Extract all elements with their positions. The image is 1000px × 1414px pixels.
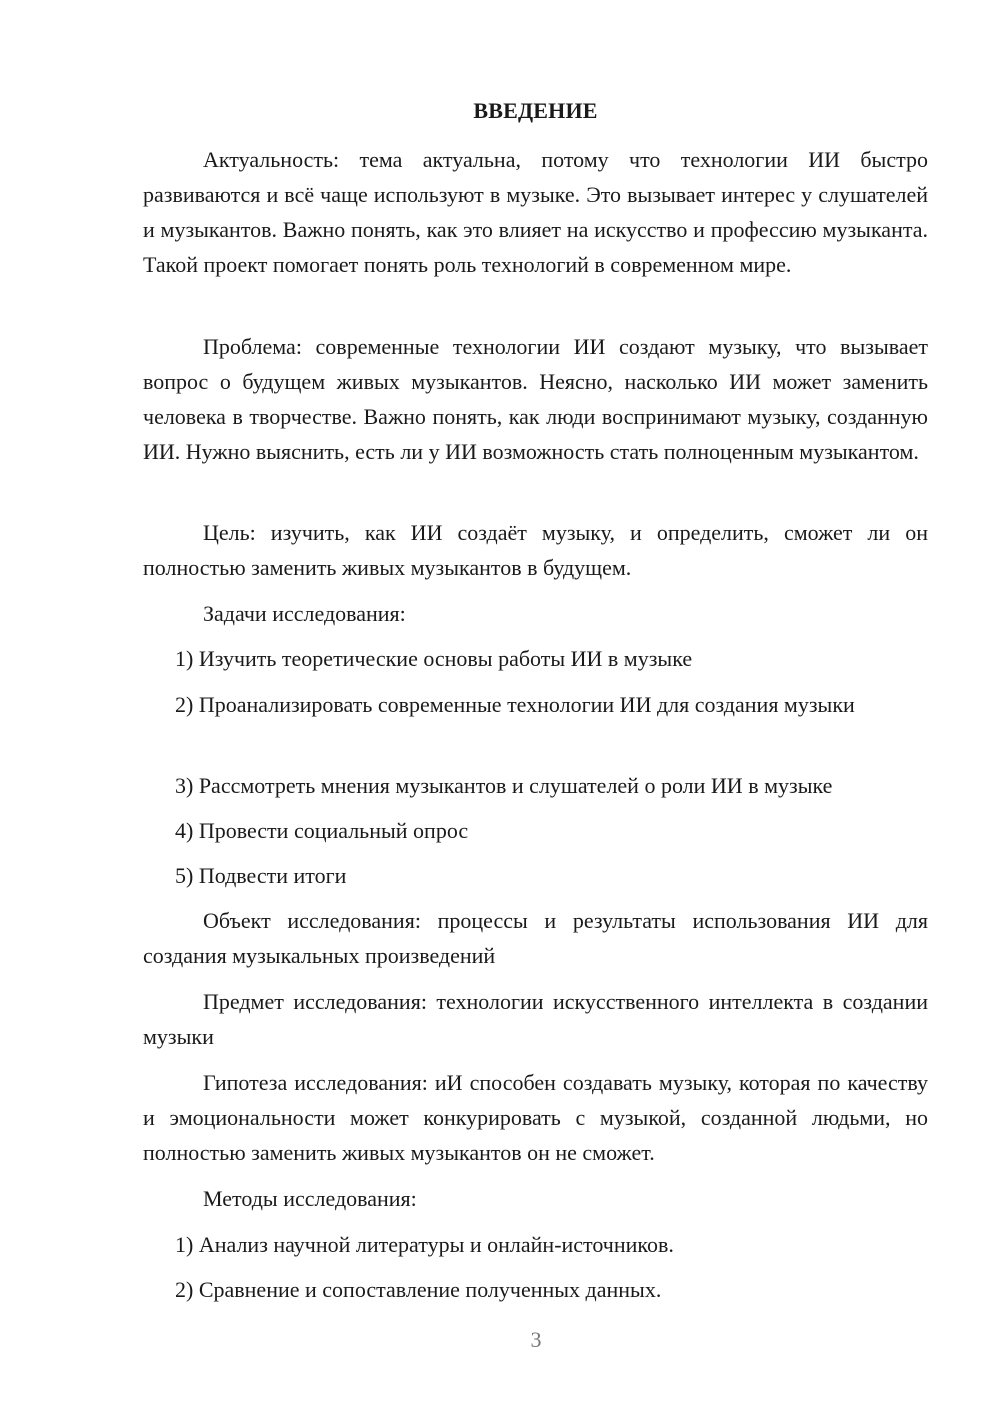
tasks-heading: Задачи исследования: bbox=[203, 601, 406, 626]
object-paragraph: Объект исследования: процессы и результаты использования ИИ для создания музыкальных произведений bbox=[143, 908, 928, 968]
page-title: ВВЕДЕНИЕ bbox=[473, 98, 598, 123]
subject-paragraph: Предмет исследования: технологии искусственного интеллекта в создании музыки bbox=[143, 989, 928, 1049]
methods-heading: Методы исследования: bbox=[203, 1186, 417, 1211]
method-item-1: 1) Анализ научной литературы и онлайн-источников. bbox=[175, 1232, 674, 1257]
task-item-4: 4) Провести социальный опрос bbox=[175, 818, 469, 843]
goal-paragraph: Цель: изучить, как ИИ создаёт музыку, и определить, сможет ли он полностью заменить живых музыкантов в будущем. bbox=[143, 520, 928, 580]
task-item-2: 2) Проанализировать современные технологии ИИ для создания музыки bbox=[175, 692, 855, 717]
task-item-3: 3) Рассмотреть мнения музыкантов и слушателей о роли ИИ в музыке bbox=[175, 773, 833, 798]
problem-paragraph: Проблема: современные технологии ИИ создают музыку, что вызывает вопрос о будущем живых музыкантов. Неясно, насколько ИИ может заменить человека в творчестве. Важно понять, как люди воспринимают музыку, созданную ИИ. Нужно выяснить, есть ли у ИИ возможность стать полноценным музыкантом. bbox=[143, 334, 928, 464]
task-item-1: 1) Изучить теоретические основы работы ИИ в музыке bbox=[175, 646, 693, 671]
page-number: 3 bbox=[530, 1327, 542, 1352]
method-item-2: 2) Сравнение и сопоставление полученных данных. bbox=[175, 1277, 662, 1302]
hypothesis-paragraph: Гипотеза исследования: иИ способен создавать музыку, которая по качеству и эмоциональности может конкурировать с музыкой, созданной людьми, но полностью заменить живых музыкантов он не сможет. bbox=[143, 1070, 928, 1165]
relevance-paragraph: Актуальность: тема актуальна, потому что технологии ИИ быстро развиваются и всё чаще используют в музыке. Это вызывает интерес у слушателей и музыкантов. Важно понять, как это влияет на искусство и профессию музыканта. Такой проект помогает понять роль технологий в современном мире. bbox=[143, 147, 928, 277]
task-item-5: 5) Подвести итоги bbox=[175, 863, 347, 888]
